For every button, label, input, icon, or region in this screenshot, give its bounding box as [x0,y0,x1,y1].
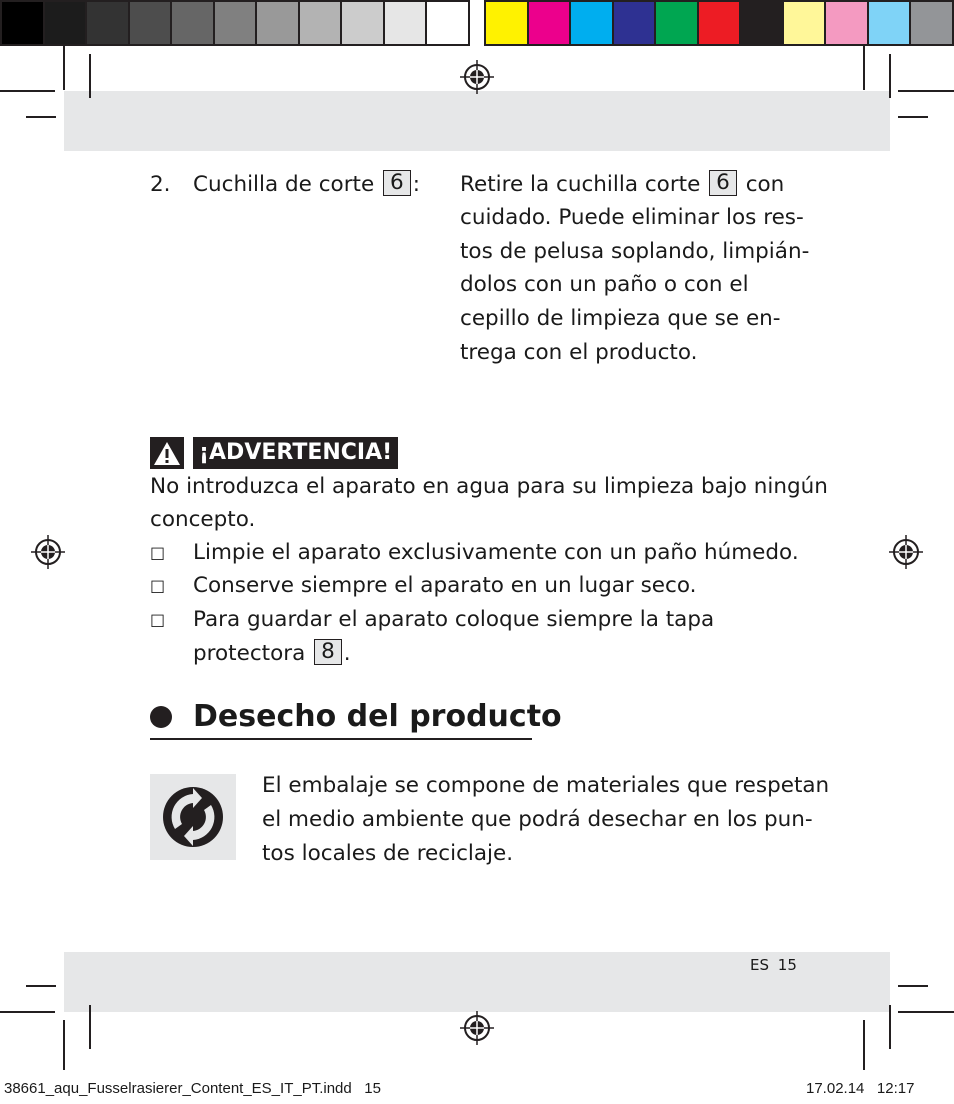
slug-date: 17.02.14 12:17 [806,1080,915,1097]
warning-triangle-icon [150,437,184,469]
part-description-first-line [460,168,784,202]
warning-text-line: No introduzca el aparato en agua para su limpieza bajo ningún [150,474,828,499]
crop-mark [898,985,928,987]
color-swatch [741,2,784,44]
color-swatch [869,2,912,44]
section-heading: Desecho del producto [193,699,562,734]
crop-mark [889,1005,891,1049]
checkbox-bullet-icon: □ [150,576,166,595]
color-swatch [172,2,215,44]
color-swatch [257,2,300,44]
bullet-cont-post: . [343,641,351,666]
desc-line: cepillo de limpieza que se en- [460,306,781,331]
desc-line: trega con el producto. [460,340,698,365]
color-swatch [486,2,529,44]
crop-mark [863,1020,865,1070]
disposal-text-line: el medio ambiente que podrá desechar en los pun- [262,807,813,832]
warning-text-line: concepto. [150,507,256,532]
header-band [64,91,890,151]
color-swatch [385,2,428,44]
cap-reference-box: 8 [314,639,342,665]
bullet-item: Para guardar el aparato coloque siempre la tapa [193,607,715,632]
desc-line: dolos con un paño o con el [460,272,749,297]
bullet-cont-pre: protectora [193,641,306,666]
desc-post: con [745,172,785,197]
process-color-bar [484,0,954,46]
color-swatch [614,2,657,44]
part-label [193,168,420,202]
checkbox-bullet-icon: □ [150,610,166,629]
desc-line: cuidado. Puede eliminar los res- [460,205,804,230]
crop-mark [898,116,928,118]
color-swatch [215,2,258,44]
crop-mark [63,1020,65,1070]
crop-mark [63,46,65,90]
crop-mark [26,116,56,118]
bullet-item: Limpie el aparato exclusivamente con un paño húmedo. [193,540,799,565]
color-swatch [130,2,173,44]
checkbox-bullet-icon: □ [150,543,166,562]
crop-mark [89,1005,91,1049]
color-swatch [656,2,699,44]
part-colon: : [412,172,420,197]
color-swatch [699,2,742,44]
disposal-text-line: tos locales de reciclaje. [262,841,514,866]
desc-line: tos de pelusa soplando, limpián- [460,239,810,264]
color-swatch [911,2,952,44]
crop-mark [863,46,865,90]
desc-reference-box: 6 [709,170,737,196]
crop-mark [0,1011,55,1013]
desc-pre: Retire la cuchilla corte [460,172,701,197]
color-swatch [826,2,869,44]
color-swatch [300,2,343,44]
color-swatch [427,2,468,44]
bullet-item: Conserve siempre el aparato en un lugar seco. [193,573,697,598]
registration-mark-icon [889,535,923,569]
warning-label: ¡ADVERTENCIA! [193,437,398,469]
crop-mark [89,54,91,98]
page-number-value: 15 [777,956,797,974]
color-swatch [2,2,45,44]
part-label-text: Cuchilla de corte [193,172,375,197]
slug-filename: 38661_aqu_Fusselrasierer_Content_ES_IT_PT.indd 15 [4,1080,381,1097]
color-swatch [45,2,88,44]
part-reference-box: 6 [383,170,411,196]
item-number: 2. [150,172,171,197]
crop-mark [898,90,954,92]
bullet-item-continuation [193,637,351,671]
registration-mark-icon [31,535,65,569]
color-swatch [529,2,572,44]
crop-mark [0,90,55,92]
color-swatch [342,2,385,44]
registration-mark-icon [460,60,494,94]
registration-mark-icon [460,1011,494,1045]
disposal-text-line: El embalaje se compone de materiales que respetan [262,773,830,798]
gray-color-bar [0,0,470,46]
page-number [750,955,797,975]
color-swatch [784,2,827,44]
color-swatch [571,2,614,44]
crop-mark [26,985,56,987]
crop-mark [889,54,891,98]
green-dot-recycling-icon [150,774,236,860]
color-swatch [87,2,130,44]
language-code: ES [750,956,769,974]
heading-underline [150,738,532,740]
heading-bullet-icon [150,706,172,728]
crop-mark [898,1011,954,1013]
